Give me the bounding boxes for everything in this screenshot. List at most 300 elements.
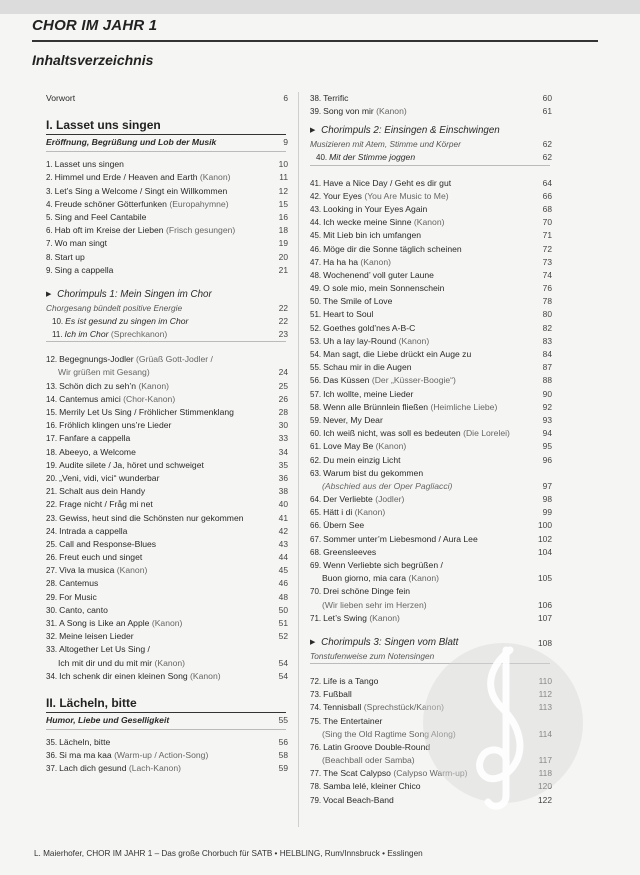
entry-title: Es ist gesund zu singen im Chor	[65, 315, 189, 326]
toc-entry[interactable]	[46, 198, 286, 211]
entry-page: 72	[542, 243, 552, 254]
entry-note: (Kanon)	[369, 612, 400, 623]
entry-number: 18.	[46, 447, 58, 457]
section-heading-2: II. Lächeln, bitte	[46, 695, 137, 710]
entry-page: 120	[538, 781, 552, 792]
entry-page: 54	[278, 657, 288, 668]
entry-page: 104	[538, 546, 552, 557]
entry-number: 61.	[310, 442, 322, 452]
column-divider	[298, 92, 299, 827]
entry-title: Latin Groove Double-Round	[323, 741, 431, 752]
entry-page: 95	[542, 441, 552, 452]
chorimpuls-1-box	[46, 302, 286, 342]
entry-page: 11	[279, 172, 288, 183]
entry-number: 72.	[310, 676, 322, 686]
entry-page: 15	[278, 198, 288, 209]
entry-title: Fanfare a cappella	[59, 433, 131, 444]
entry-title: For Music	[59, 591, 97, 602]
toc-entry[interactable]	[310, 282, 550, 295]
section-heading-1: I. Lasset uns singen	[46, 118, 161, 133]
entry-number: 33.	[46, 645, 58, 655]
toc-entry[interactable]	[310, 585, 550, 598]
toc-entry[interactable]	[46, 446, 286, 459]
entry-title: Abeeyo, a Welcome	[59, 446, 136, 457]
toc-entry[interactable]	[46, 472, 286, 485]
toc-entry[interactable]	[46, 657, 286, 670]
entry-title: Begegnungs-Jodler	[59, 354, 137, 365]
toc-entry[interactable]	[46, 591, 286, 604]
entry-page: 118	[538, 768, 552, 779]
toc-entry[interactable]	[46, 604, 286, 617]
chorimpuls-title: Chorimpuls 2: Einsingen & Einschwingen	[321, 125, 500, 137]
toc-entry[interactable]	[46, 432, 286, 445]
entry-note: (Abschied aus der Oper Pagliacci)	[322, 480, 453, 491]
toc-entry[interactable]	[310, 559, 550, 572]
toc-entry[interactable]	[46, 525, 286, 538]
entry-page: 54	[278, 670, 288, 681]
entry-number: 57.	[310, 389, 322, 399]
entry-title: Wenn alle Brünnlein fließen	[323, 401, 431, 412]
toc-entry[interactable]	[310, 454, 550, 467]
entry-page: 96	[542, 454, 552, 465]
entry-title: Samba lelé, kleiner Chico	[323, 781, 421, 792]
entry-page: 74	[542, 269, 552, 280]
chorimpuls-subtitle-page: 22	[278, 302, 288, 313]
toc-list-1b	[46, 353, 286, 683]
entry-number: 77.	[310, 769, 322, 779]
entry-number: 3.	[46, 186, 53, 196]
entry-title: Tennisball	[323, 702, 364, 713]
entry-title: Song von mir	[323, 106, 377, 117]
entry-note: (Warm-up / Action-Song)	[114, 750, 209, 761]
entry-title: Warum bist du gekommen	[323, 467, 424, 478]
entry-title: Fröhlich klingen uns’re Lieder	[59, 420, 172, 431]
entry-page: 6	[283, 93, 288, 103]
entry-number: 27.	[46, 566, 58, 576]
entry-title: Goethes gold’nes A-B-C	[323, 322, 416, 333]
entry-page: 113	[538, 702, 552, 713]
entry-title: Wochenend’ voll guter Laune	[323, 269, 434, 280]
entry-title: Love May Be	[323, 441, 376, 452]
toc-entry[interactable]	[46, 630, 286, 643]
entry-page: 78	[542, 296, 552, 307]
entry-number: 39.	[310, 107, 322, 117]
entry-page: 106	[538, 599, 552, 610]
toc-list-right-a	[310, 92, 550, 118]
toc-entry[interactable]	[46, 498, 286, 511]
toc-entry[interactable]	[310, 308, 550, 321]
entry-page: 24	[278, 367, 288, 378]
toc-entry[interactable]	[310, 533, 550, 546]
entry-title: Uh a lay lay-Round	[323, 335, 399, 346]
toc-entry[interactable]	[46, 670, 286, 683]
entry-title: Ich weiß nicht, was soll es bedeuten	[323, 428, 464, 439]
toc-entry[interactable]	[46, 406, 286, 419]
entry-title: Ich im Chor	[64, 329, 111, 340]
toc-entry[interactable]	[46, 512, 286, 525]
entry-number: 28.	[46, 579, 58, 589]
toc-entry[interactable]	[46, 211, 286, 224]
entry-number: 49.	[310, 284, 322, 294]
entry-note: (Kanon)	[354, 507, 386, 518]
entry-page: 43	[278, 538, 288, 549]
toc-entry[interactable]	[310, 361, 550, 374]
entry-page: 33	[278, 433, 288, 444]
entry-number: 40.	[316, 153, 328, 163]
entry-note: (Grüaß Gott-Jodler /	[136, 354, 213, 365]
entry-title: Wenn Verliebte sich begrüßen /	[323, 560, 443, 570]
chorimpuls-subtitle-page: 62	[542, 139, 552, 150]
entry-number: 76.	[310, 742, 322, 752]
toc-entry[interactable]	[310, 506, 550, 519]
section-subtitle-page: 55	[278, 714, 288, 725]
entry-page: 61	[542, 106, 552, 117]
toc-entry[interactable]	[310, 599, 550, 612]
entry-page: 76	[542, 283, 552, 294]
entry-note: (Kanon)	[375, 441, 407, 452]
toc-entry[interactable]	[310, 190, 550, 203]
entry-title: Lasset uns singen	[54, 159, 124, 170]
entry-number: 70.	[310, 587, 322, 597]
toc-entry[interactable]	[46, 224, 286, 237]
entry-page: 42	[278, 525, 288, 536]
entry-number: 71.	[310, 613, 322, 623]
entry-title: Das Küssen	[323, 375, 372, 386]
toc-list-1a	[46, 158, 286, 277]
entry-page: 25	[278, 380, 288, 391]
entry-note: (Wir lieben sehr im Herzen)	[322, 599, 427, 610]
toc-entry[interactable]	[46, 328, 286, 341]
entry-title: Canto, canto	[59, 604, 108, 615]
entry-page: 83	[542, 335, 552, 346]
entry-number: 21.	[46, 487, 58, 497]
entry-number: 30.	[46, 605, 58, 615]
entry-note: (Kanon)	[154, 657, 186, 668]
entry-page: 12	[278, 185, 288, 196]
entry-number: 22.	[46, 500, 58, 510]
entry-note: (Kanon)	[151, 618, 183, 628]
entry-page: 41	[278, 512, 288, 523]
chorimpuls-subtitle-text: Tonstufenweise zum Notensingen	[310, 650, 435, 661]
entry-title: Call and Response-Blues	[59, 538, 157, 549]
entry-note: Wir grüßen mit Gesang)	[58, 367, 150, 378]
entry-note: (Jodler)	[375, 494, 405, 505]
chorimpuls-subtitle-text: Chorgesang bündelt positive Energie	[46, 302, 183, 313]
toc-entry[interactable]	[46, 762, 286, 775]
toc-entry[interactable]	[46, 459, 286, 472]
toc-entry[interactable]	[310, 203, 550, 216]
chorimpuls-1-heading	[46, 288, 286, 302]
entry-number: 32.	[46, 632, 58, 642]
entry-title: Intrada a cappella	[59, 525, 128, 536]
entry-page: 93	[542, 414, 552, 425]
entry-page: 102	[538, 533, 552, 544]
entry-page: 71	[542, 230, 552, 241]
entry-number: 1.	[46, 160, 53, 170]
entry-page: 50	[278, 604, 288, 615]
entry-note: (Kanon)	[413, 217, 445, 228]
entry-page: 20	[278, 251, 288, 262]
entry-title: Vorwort	[46, 93, 76, 103]
toc-entry[interactable]	[46, 315, 286, 328]
entry-title: Audite silete / Ja, höret und schweiget	[59, 459, 204, 470]
entry-page: 82	[542, 322, 552, 333]
toc-entry[interactable]	[310, 229, 550, 242]
entry-page: 114	[538, 728, 552, 739]
toc-entry[interactable]	[46, 237, 286, 250]
book-title: CHOR IM JAHR 1	[32, 17, 158, 34]
entry-title: The Scat Calypso	[323, 768, 394, 779]
triangle-icon: ▶	[310, 638, 316, 646]
entry-number: 5.	[46, 212, 53, 222]
entry-title: Heart to Soul	[323, 309, 374, 320]
toc-entry[interactable]	[46, 577, 286, 590]
toc-title: Inhaltsverzeichnis	[32, 52, 154, 68]
chorimpuls-title: Chorimpuls 1: Mein Singen im Chor	[57, 288, 212, 300]
toc-entry[interactable]	[310, 256, 550, 269]
toc-entry[interactable]	[310, 295, 550, 308]
entry-page: 52	[278, 631, 288, 642]
toc-entry[interactable]	[46, 617, 286, 630]
entry-title: Ich wollte, meine Lieder	[323, 388, 414, 399]
entry-page: 51	[278, 618, 288, 628]
entry-title: „Veni, vidi, vici“ wunderbar	[59, 472, 160, 483]
section-subtitle-2	[46, 712, 286, 730]
entry-number: 42.	[310, 191, 322, 201]
entry-title: Freut euch und singet	[59, 552, 143, 563]
entry-page: 80	[542, 309, 552, 320]
toc-entry[interactable]	[46, 485, 286, 498]
toc-entry[interactable]	[46, 366, 286, 379]
entry-title: Wo man singt	[54, 238, 108, 249]
entry-title: Terrific	[323, 93, 349, 103]
entry-note: (Sprechkanon)	[110, 329, 168, 340]
toc-entry[interactable]	[310, 243, 550, 256]
toc-entry[interactable]	[310, 322, 550, 335]
toc-entry[interactable]	[310, 519, 550, 532]
entry-note: (Lach-Kanon)	[128, 763, 181, 774]
entry-page: 48	[278, 591, 288, 602]
entry-page: 19	[278, 238, 288, 249]
entry-number: 73.	[310, 690, 322, 700]
entry-number: 62.	[310, 455, 322, 465]
toc-entry[interactable]	[310, 480, 550, 493]
chorimpuls-subtitle-text: Musizieren mit Atem, Stimme und Körper	[310, 139, 461, 150]
entry-note: (Kanon)	[376, 106, 407, 117]
entry-page: 26	[278, 393, 288, 404]
entry-page: 21	[278, 264, 288, 275]
entry-title: Looking in Your Eyes Again	[323, 203, 428, 214]
entry-title: Sommer unter’m Liebesmond / Aura Lee	[323, 533, 478, 544]
entry-number: 54.	[310, 350, 322, 359]
chorimpuls-2-box	[310, 138, 550, 165]
entry-number: 12.	[46, 355, 58, 365]
entry-number: 66.	[310, 521, 322, 531]
entry-number: 75.	[310, 716, 322, 726]
toc-entry[interactable]	[310, 348, 550, 361]
entry-page: 99	[542, 507, 552, 518]
entry-title: Ich wecke meine Sinne	[323, 217, 414, 228]
entry-title: Himmel und Erde / Heaven and Earth	[54, 172, 200, 183]
entry-title: Merrily Let Us Sing / Fröhlicher Stimmenklang	[59, 407, 234, 417]
toc-entry[interactable]	[310, 546, 550, 559]
page-footer: L. Maierhofer, CHOR IM JAHR 1 – Das große Chorbuch für SATB • HELBLING, Rum/Innsbruck • Esslingen	[34, 849, 423, 858]
entry-number: 7.	[46, 239, 53, 249]
toc-entry[interactable]	[310, 269, 550, 282]
entry-title: Gewiss, heut sind die Schönsten nur gekommen	[59, 512, 244, 523]
entry-page: 44	[278, 552, 288, 563]
toc-entry[interactable]	[310, 414, 550, 427]
toc-entry[interactable]	[46, 185, 286, 198]
toc-entry[interactable]	[310, 493, 550, 506]
entry-number: 60.	[310, 429, 322, 439]
toc-entry[interactable]	[310, 572, 550, 585]
entry-title: Your Eyes	[323, 190, 365, 201]
toc-entry[interactable]	[310, 105, 550, 118]
entry-number: 10.	[52, 316, 64, 326]
toc-list-2	[46, 736, 286, 776]
entry-page: 36	[278, 472, 288, 483]
entry-note: (Calypso Warm-up)	[393, 768, 468, 779]
toc-entry[interactable]	[310, 374, 550, 387]
entry-page: 45	[278, 565, 288, 576]
entry-number: 46.	[310, 244, 322, 254]
entry-page: 122	[538, 794, 552, 805]
entry-number: 6.	[46, 226, 53, 236]
entry-title: Cantemus amici	[59, 393, 124, 404]
entry-number: 65.	[310, 508, 322, 518]
entry-note: (Sing the Old Ragtime Song Along)	[322, 728, 456, 739]
toc-entry[interactable]	[46, 564, 286, 577]
entry-title: Sing a cappella	[54, 264, 114, 275]
entry-page: 46	[278, 578, 288, 589]
entry-number: 25.	[46, 539, 58, 549]
entry-note: (Sprechstück/Kanon)	[363, 702, 444, 713]
entry-number: 69.	[310, 561, 322, 570]
entry-page: 90	[542, 388, 552, 399]
entry-title: Freude schöner Götterfunken	[54, 198, 170, 209]
treble-clef-watermark-icon	[418, 628, 588, 818]
entry-page: 18	[278, 225, 288, 236]
entry-title: Let’s Sing a Welcome / Singt ein Willkommen	[54, 185, 228, 196]
toc-entry[interactable]	[46, 251, 286, 264]
entry-page: 112	[538, 689, 552, 700]
entry-page: 35	[278, 459, 288, 470]
toc-entry[interactable]	[310, 335, 550, 348]
toc-entry[interactable]	[310, 427, 550, 440]
toc-entry[interactable]	[46, 158, 286, 171]
entry-number: 43.	[310, 204, 322, 214]
entry-number: 44.	[310, 218, 322, 228]
toc-entry[interactable]	[310, 467, 550, 480]
entry-page: 23	[278, 329, 288, 340]
toc-entry[interactable]	[46, 264, 286, 277]
entry-title: Mit Lieb bin ich umfangen	[323, 230, 422, 241]
entry-page: 70	[542, 217, 552, 228]
toc-entry[interactable]	[310, 92, 550, 105]
entry-title: The Smile of Love	[323, 296, 393, 307]
entry-page: 98	[542, 494, 552, 505]
chorimpuls-2-heading	[310, 124, 550, 138]
entry-note: (Kanon)	[398, 335, 430, 346]
toc-entry[interactable]	[46, 749, 286, 762]
entry-page: 66	[542, 190, 552, 201]
entry-title: A Song is Like an Apple	[59, 618, 152, 628]
entry-title: Übern See	[323, 520, 365, 531]
entry-number: 14.	[46, 394, 58, 404]
entry-number: 38.	[310, 94, 322, 103]
entry-number: 59.	[310, 415, 322, 425]
entry-page: 88	[542, 375, 552, 386]
section-subtitle-text: Humor, Liebe und Geselligkeit	[46, 714, 170, 725]
entry-number: 53.	[310, 336, 322, 346]
entry-note: (Chor-Kanon)	[123, 393, 176, 404]
toc-entry[interactable]	[310, 401, 550, 414]
toc-entry[interactable]	[46, 353, 286, 366]
entry-note: (Kanon)	[116, 565, 148, 576]
toc-entry[interactable]	[310, 177, 550, 190]
toc-entry[interactable]	[310, 151, 550, 164]
entry-title: Der Verliebte	[323, 494, 376, 505]
toc-entry[interactable]	[310, 388, 550, 401]
toc-entry[interactable]	[310, 612, 550, 625]
entry-note: (Kanon)	[360, 256, 391, 267]
entry-title: Ich schenk dir einen kleinen Song	[59, 670, 191, 681]
entry-title: Let’s Swing	[323, 612, 370, 623]
toc-entry[interactable]	[46, 419, 286, 432]
entry-page: 62	[542, 152, 552, 163]
entry-page: 110	[538, 675, 552, 686]
entry-number: 51.	[310, 310, 322, 320]
entry-page: 16	[278, 211, 288, 222]
toc-entry[interactable]	[46, 736, 286, 749]
toc-entry[interactable]	[46, 380, 286, 393]
entry-title: O sole mio, mein Sonnenschein	[323, 283, 445, 294]
top-band	[0, 0, 640, 14]
entry-note: (Kanon)	[408, 573, 440, 584]
entry-note: (Beachball oder Samba)	[322, 755, 415, 766]
entry-number: 78.	[310, 782, 322, 792]
toc-entry[interactable]	[46, 393, 286, 406]
entry-note: (Europahymne)	[169, 198, 229, 209]
entry-page: 107	[538, 612, 552, 623]
chorimpuls-title: Chorimpuls 3: Singen vom Blatt	[321, 636, 459, 648]
entry-title: Möge dir die Sonne täglich scheinen	[323, 243, 462, 254]
triangle-icon: ▶	[46, 290, 52, 298]
entry-number: 20.	[46, 473, 58, 483]
entry-title: Si ma ma kaa	[59, 750, 115, 761]
toc-entry[interactable]	[46, 171, 286, 184]
chorimpuls-1-subtitle	[46, 302, 286, 315]
entry-title: The Entertainer	[323, 715, 383, 726]
toc-entry-vorwort[interactable]	[46, 92, 286, 105]
entry-number: 29.	[46, 592, 58, 602]
toc-list-right-b	[310, 177, 550, 625]
toc-entry[interactable]	[46, 551, 286, 564]
entry-title: Du mein einzig Licht	[323, 454, 401, 465]
entry-page: 87	[542, 362, 552, 373]
entry-number: 9.	[46, 265, 53, 275]
toc-entry[interactable]	[310, 440, 550, 453]
toc-entry[interactable]	[46, 643, 286, 656]
entry-title: Schau mir in die Augen	[323, 362, 412, 373]
toc-entry[interactable]	[310, 216, 550, 229]
entry-note: (Der „Küsser-Boogie“)	[371, 375, 456, 386]
entry-title: Mit der Stimme joggen	[329, 152, 416, 163]
toc-entry[interactable]	[46, 538, 286, 551]
entry-number: 26.	[46, 553, 58, 563]
entry-number: 11.	[52, 330, 63, 340]
